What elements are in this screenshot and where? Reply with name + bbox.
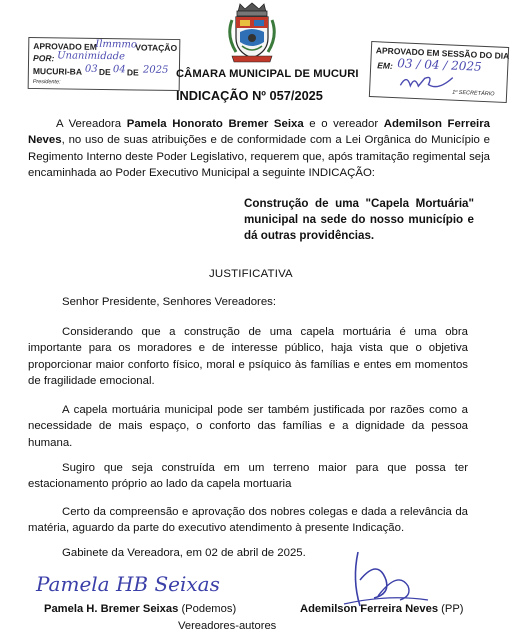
signer-1-party: (Podemos) bbox=[178, 603, 237, 615]
stamp-left-month-handwriting: 04 bbox=[112, 64, 126, 76]
indication-subject: Construção de uma "Capela Mortuária" municipal na sede do nosso município e dá outras providências. bbox=[244, 197, 474, 243]
stamp-left-line1-suffix: VOTAÇÃO bbox=[135, 42, 178, 54]
stamp-right-line2-label: EM: bbox=[377, 60, 394, 71]
stamp-left-day-handwriting: 03 bbox=[84, 63, 98, 75]
intro-part3: , no uso de suas atribuições e de conformidade com a Lei Orgânica do Município e Regimento Interno deste Poder Legislativo, requerem que, após tramitação regimental seja encaminhada ao Poder Executivo Municipal a seguinte INDICAÇÃO: bbox=[28, 134, 490, 180]
stamp-left-line1-label: APROVADO EM bbox=[33, 41, 97, 52]
stamp-right-signature-scribble bbox=[398, 71, 459, 94]
authors-role: Vereadores-autores bbox=[178, 620, 277, 632]
approval-stamp-right bbox=[369, 41, 509, 103]
chamber-name: CÂMARA MUNICIPAL DE MUCURI bbox=[176, 68, 359, 80]
stamp-left-line2-label: POR: bbox=[33, 53, 55, 64]
stamp-right-line1-label: APROVADO EM SESSÃO DO DIA bbox=[375, 45, 510, 62]
stamp-left-line3-label: MUCURI-BA bbox=[32, 66, 83, 77]
signer-2 bbox=[300, 603, 464, 615]
stamp-right-line3-label: 1º SECRETÁRIO bbox=[451, 89, 495, 98]
intro-name1: Pamela Honorato Bremer Seixa bbox=[126, 118, 304, 130]
signer-1 bbox=[44, 603, 236, 615]
justification-paragraph-2: A capela mortuária municipal pode ser também justificada por razões como a necessidade de mais espaço, o conforto das famílias e a dignidade da pessoa humana. bbox=[28, 404, 468, 449]
approval-stamp-left bbox=[28, 37, 181, 91]
stamp-left-line2-handwriting: Unanimidade bbox=[57, 50, 126, 63]
justification-heading: JUSTIFICATIVA bbox=[209, 268, 293, 280]
signer-1-name: Pamela H. Bremer Seixas bbox=[44, 603, 179, 615]
signature-2-scribble bbox=[338, 550, 438, 610]
intro-paragraph bbox=[28, 116, 490, 182]
justification-paragraph-3: Sugiro que seja construída em um terreno maior para que possa ter estacionamento próprio ao lado da capela mortuaria bbox=[28, 462, 468, 491]
signature-1-text: Pamela HB Seixas bbox=[36, 572, 220, 596]
document-number: INDICAÇÃO Nº 057/2025 bbox=[176, 88, 323, 103]
intro-part2: e o vereador bbox=[303, 118, 384, 130]
justification-paragraph-4: Certo da compreensão e aprovação dos nobres colegas e dada a relevância da matéria, aguardo da parte do executivo atendimento à presente Indicação. bbox=[28, 506, 468, 535]
signature-1-handwriting bbox=[36, 566, 220, 606]
salutation: Senhor Presidente, Senhores Vereadores: bbox=[62, 296, 277, 308]
justification-paragraph-1: Considerando que a construção de uma capela mortuária é uma obra importante para os moradores e de interesse público, haja vista que o objetiva proporcionar maior conforto físico, moral e psíquico às famílias e entes em momentos de fragilidade emocional. bbox=[28, 326, 468, 388]
intro-name2: Ademilson Ferreira Neves bbox=[28, 118, 490, 147]
municipal-crest-logo bbox=[226, 2, 278, 64]
signer-2-party: (PP) bbox=[438, 603, 464, 615]
stamp-left-line4-label: Presidente: bbox=[32, 79, 61, 86]
stamp-left-line3-mid: DE bbox=[98, 66, 111, 78]
date-line: Gabinete da Vereadora, em 02 de abril de 2025. bbox=[62, 547, 306, 559]
intro-part1: A Vereadora bbox=[56, 118, 127, 130]
stamp-left-year-label: DE bbox=[126, 67, 139, 78]
signer-2-name: Ademilson Ferreira Neves bbox=[300, 603, 439, 615]
stamp-left-line1-handwriting: Ilmmmo bbox=[95, 38, 137, 51]
stamp-right-date-handwriting: 03 / 04 / 2025 bbox=[397, 56, 482, 74]
stamp-left-year-handwriting: 2025 bbox=[142, 64, 169, 76]
